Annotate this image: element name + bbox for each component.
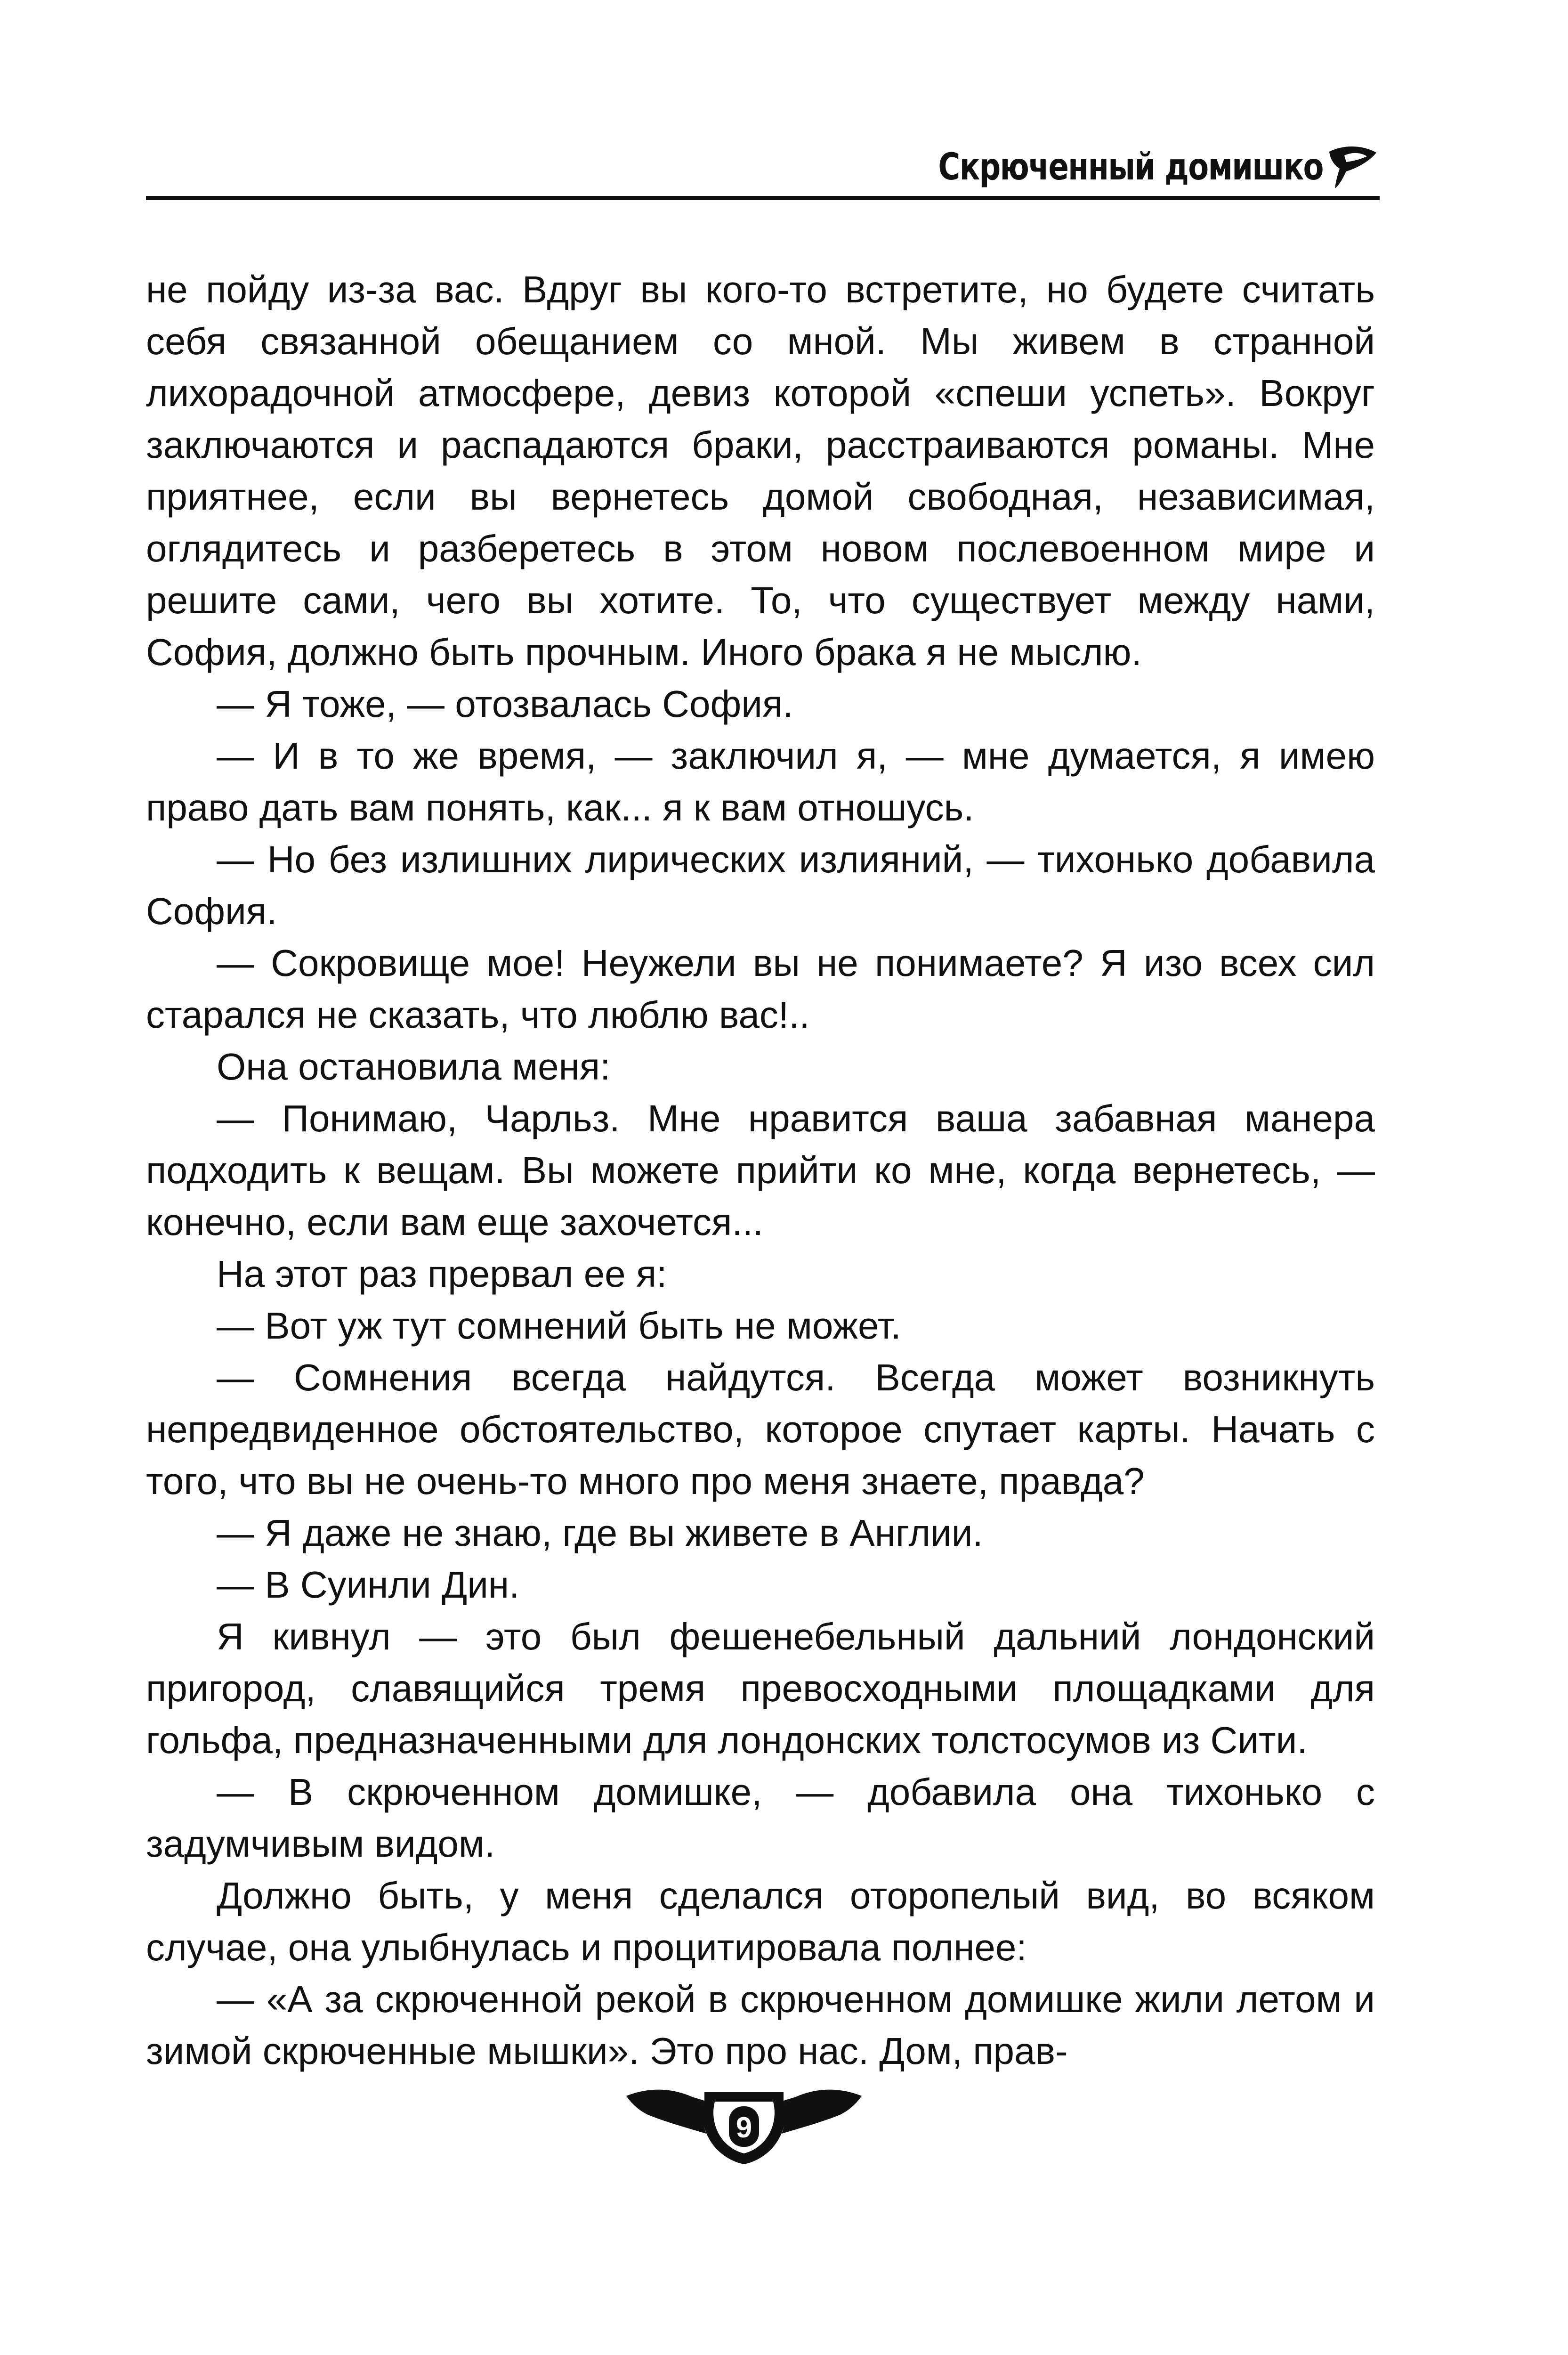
paragraph: — В Суинли Дин. [217,1564,520,1606]
running-head [146,141,1380,203]
paragraph: не пойду из-за вас. Вдруг вы кого-то встретите, но будете считать себя связанной обещанием со мной. Мы живем в странной лихорадочной атмосфере, девиз которой «спеши успеть». Вокруг заключаются и распадаются браки, расстраиваются романы. Мне приятнее, если вы вернетесь домой свободная, независимая, оглядитесь и разберетесь в этом новом послевоенном мире и решите сами, чего вы хотите. То, что существует между нами, София, должно быть прочным. Иного брака я не мыслю. [146,268,1375,673]
paragraph: — Понимаю, Чарльз. Мне нравится ваша забавная манера подходить к вещам. Вы можете прийти ко мне, когда вернетесь, — конечно, если вам еще захочется... [146,1097,1375,1243]
body-text [146,264,1375,2077]
paragraph: — В скрюченном домишке, — добавила она тихонько с задумчивым видом. [146,1771,1375,1865]
paragraph: На этот раз прервал ее я: [217,1253,667,1295]
paragraph: Она остановила меня: [217,1046,611,1088]
ornament-icon [1326,141,1380,191]
paragraph: Я кивнул — это был фешенебельный дальний лондонский пригород, славящийся тремя превосходными площадками для гольфа, предназначенными для лондонских толстосумов из Сити. [146,1616,1375,1761]
paragraph: — Я даже не знаю, где вы живете в Англии. [217,1512,983,1554]
paragraph: — Я тоже, — отозвалась София. [217,683,793,725]
paragraph: Должно быть, у меня сделался оторопелый вид, во всяком случае, она улыбнулась и процитировала полнее: [146,1875,1375,1968]
paragraph: — Вот уж тут сомнений быть не может. [217,1305,901,1347]
page-number: 9 [736,2111,752,2144]
page-number-folio [622,2068,866,2195]
paragraph: — Но без излишних лирических излияний, — тихонько добавила София. [146,838,1375,932]
paragraph: — «А за скрюченной рекой в скрюченном домишке жили летом и зимой скрюченные мышки». Это про нас. Дом, прав- [146,1978,1375,2072]
running-head-title: Скрюченный домишко [938,146,1323,188]
paragraph: — Сомнения всегда найдутся. Всегда может возникнуть непредвиденное обстоятельство, которое спутает карты. Начать с того, что вы не очень-то много про меня знаете, правда? [146,1356,1375,1502]
header-rule [146,196,1380,200]
paragraph: — И в то же время, — заключил я, — мне думается, я имею право дать вам понять, как... я к вам отношусь. [146,735,1375,828]
paragraph: — Сокровище мое! Неужели вы не понимаете? Я изо всех сил старался не сказать, что люблю вас!.. [146,942,1375,1036]
